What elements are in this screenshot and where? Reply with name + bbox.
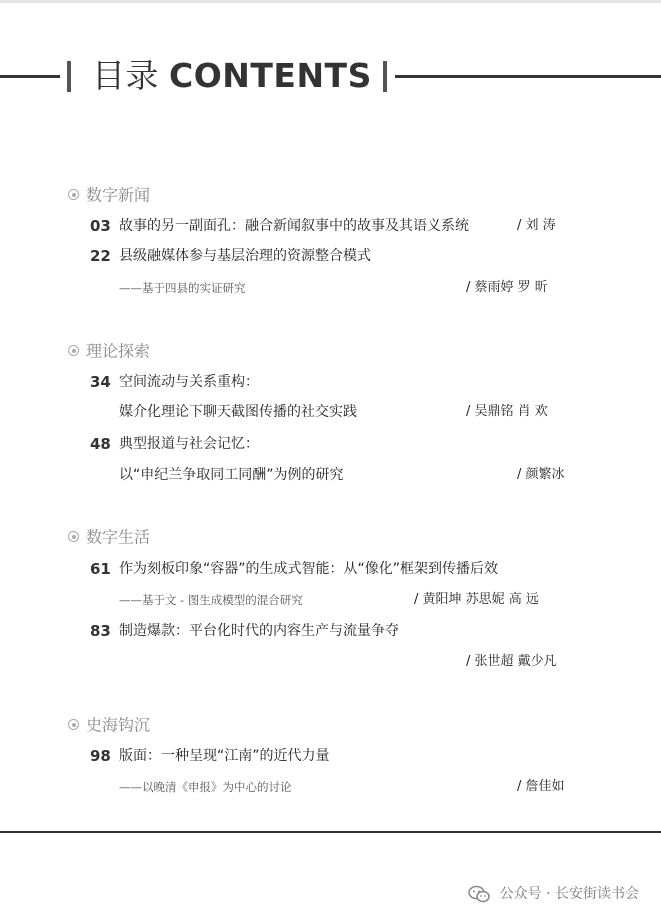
toc-entry[interactable] xyxy=(0,432,661,456)
article-title: 制造爆款：平台化时代的内容生产与流量争夺 xyxy=(119,623,399,639)
toc-entry-subline xyxy=(0,775,661,799)
toc-entry[interactable] xyxy=(0,619,661,643)
bullet-circle-icon xyxy=(68,531,79,542)
toc-entry[interactable] xyxy=(0,744,661,768)
toc-entry[interactable] xyxy=(0,557,661,581)
article-authors: / 刘 涛 xyxy=(517,218,556,233)
toc-entry-subline xyxy=(0,463,661,487)
article-subtitle: ——以晚清《申报》为中心的讨论 xyxy=(119,780,292,794)
top-edge-strip xyxy=(0,0,661,3)
article-authors: / 吴鼎铭 肖 欢 xyxy=(466,404,548,419)
page-number: 22 xyxy=(90,247,111,265)
article-title-line2: 以“申纪兰争取同工同酬”为例的研究 xyxy=(119,467,344,483)
article-authors: / 颜繁冰 xyxy=(517,467,565,482)
article-title: 典型报道与社会记忆： xyxy=(119,436,259,452)
page-number: 61 xyxy=(90,560,111,578)
toc-entry-subline xyxy=(0,400,661,424)
article-title: 故事的另一副面孔：融合新闻叙事中的故事及其语义系统 xyxy=(119,218,469,234)
page-number: 48 xyxy=(90,435,111,453)
bullet-circle-icon xyxy=(68,189,79,200)
toc-entry-subline xyxy=(0,650,661,674)
article-title-line2: 媒介化理论下聊天截图传播的社交实践 xyxy=(119,404,357,420)
article-title: 县级融媒体参与基层治理的资源整合模式 xyxy=(119,248,371,264)
wechat-icon xyxy=(468,885,490,903)
page-number: 83 xyxy=(90,622,111,640)
toc-entry[interactable] xyxy=(0,214,661,238)
article-authors: / 蔡雨婷 罗 昕 xyxy=(466,280,548,295)
section-heading xyxy=(68,525,150,549)
bottom-rule xyxy=(0,831,661,833)
section-label: 数字生活 xyxy=(86,527,151,547)
watermark-text: 公众号 · 长安街读书会 xyxy=(499,886,639,902)
article-authors: / 张世超 戴少凡 xyxy=(466,654,557,669)
article-title: 版面：一种呈现“江南”的近代力量 xyxy=(119,748,330,764)
page-title-en: CONTENTS xyxy=(169,56,372,95)
section-heading xyxy=(68,339,150,363)
toc-entry-subline xyxy=(0,276,661,300)
header-bar-right xyxy=(383,61,387,92)
bullet-circle-icon xyxy=(68,345,79,356)
toc-entry-subline xyxy=(0,588,661,612)
section-heading xyxy=(68,183,150,207)
article-subtitle: ——基于文 - 图生成模型的混合研究 xyxy=(119,593,303,607)
header-rule-right xyxy=(395,75,661,78)
article-authors: / 詹佳如 xyxy=(517,779,565,794)
section-label: 理论探索 xyxy=(86,341,151,361)
page-number: 34 xyxy=(90,373,111,391)
section-label: 史海钩沉 xyxy=(86,715,151,735)
wechat-watermark xyxy=(468,882,639,906)
page-number: 98 xyxy=(90,747,111,765)
article-authors: / 黄阳坤 苏思妮 高 远 xyxy=(414,592,539,607)
header-bar-left xyxy=(67,61,71,92)
toc-entry[interactable] xyxy=(0,370,661,394)
page-title xyxy=(92,54,372,98)
toc-entry[interactable] xyxy=(0,244,661,268)
article-title: 作为刻板印象“容器”的生成式智能：从“像化”框架到传播后效 xyxy=(119,561,499,577)
section-label: 数字新闻 xyxy=(86,185,151,205)
article-title: 空间流动与关系重构： xyxy=(119,374,259,390)
article-subtitle: ——基于四县的实证研究 xyxy=(119,281,246,295)
page-number: 03 xyxy=(90,217,111,235)
section-heading xyxy=(68,713,150,737)
bullet-circle-icon xyxy=(68,719,79,730)
header-rule-left xyxy=(0,75,60,78)
page-title-cn: 目录 xyxy=(92,56,159,95)
